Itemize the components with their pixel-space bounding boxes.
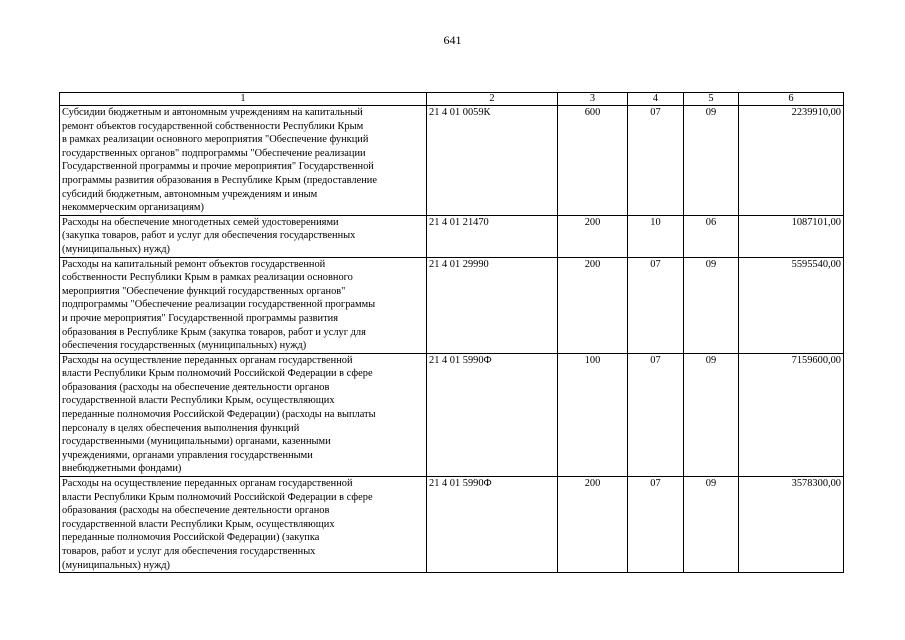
row-description bbox=[60, 257, 427, 353]
table-row bbox=[60, 477, 844, 573]
description-line: (муниципальных) нужд) bbox=[62, 559, 171, 571]
description-line: переданные полномочия Российской Федерации) (расходы на выплаты bbox=[62, 409, 376, 421]
description-line: собственности Республики Крым в рамках реализации основного bbox=[62, 272, 353, 284]
row-code: 21 4 01 5990Ф bbox=[427, 477, 558, 573]
description-line: государственной власти Республики Крым, осуществляющих bbox=[62, 518, 335, 530]
description-line: Субсидии бюджетным и автономным учреждениям на капитальный bbox=[62, 107, 363, 118]
row-section: 07 bbox=[628, 257, 684, 353]
description-line: программы развития образования в Республике Крым (предоставление bbox=[62, 174, 377, 186]
row-amount: 7159600,00 bbox=[739, 353, 844, 476]
row-subsection: 09 bbox=[684, 477, 739, 573]
description-line: (муниципальных) нужд) bbox=[62, 243, 171, 255]
table-row bbox=[60, 106, 844, 216]
row-section: 10 bbox=[628, 215, 684, 257]
row-expense-type: 200 bbox=[558, 477, 628, 573]
row-section: 07 bbox=[628, 353, 684, 476]
column-header-5: 5 bbox=[684, 93, 739, 106]
description-line: субсидий бюджетным, автономным учреждениям и иным bbox=[62, 188, 318, 200]
description-line: переданные полномочия Российской Федерации) (закупка bbox=[62, 532, 320, 544]
description-line: образования в Республике Крым (закупка товаров, работ и услуг для bbox=[62, 326, 366, 338]
header-row bbox=[60, 93, 844, 106]
description-line: власти Республики Крым полномочий Российской Федерации в сфере bbox=[62, 368, 373, 380]
row-section: 07 bbox=[628, 477, 684, 573]
column-header-1: 1 bbox=[60, 93, 427, 106]
description-line: образования (расходы на обеспечение деятельности органов bbox=[62, 381, 330, 393]
description-line: мероприятия "Обеспечение функций государственных органов" bbox=[62, 285, 346, 297]
description-line: и прочие мероприятия" Государственной программы развития bbox=[62, 312, 338, 324]
description-line: власти Республики Крым полномочий Российской Федерации в сфере bbox=[62, 491, 373, 503]
description-line: Расходы на капитальный ремонт объектов государственной bbox=[62, 258, 326, 270]
page-number: 641 bbox=[443, 33, 462, 47]
description-line: обеспечения государственных (муниципальных) нужд) bbox=[62, 340, 307, 352]
row-section: 07 bbox=[628, 106, 684, 216]
row-description bbox=[60, 106, 427, 216]
row-amount: 1087101,00 bbox=[739, 215, 844, 257]
description-line: персоналу в целях обеспечения выполнения функций bbox=[62, 422, 300, 434]
row-subsection: 06 bbox=[684, 215, 739, 257]
row-expense-type: 200 bbox=[558, 215, 628, 257]
description-line: в рамках реализации основного мероприятия "Обеспечение функций bbox=[62, 134, 369, 146]
row-expense-type: 100 bbox=[558, 353, 628, 476]
row-code: 21 4 01 5990Ф bbox=[427, 353, 558, 476]
description-line: подпрограммы "Обеспечение реализации государственной программы bbox=[62, 299, 376, 311]
description-line: Расходы на осуществление переданных органам государственной bbox=[62, 354, 353, 366]
row-description bbox=[60, 477, 427, 573]
description-line: товаров, работ и услуг для обеспечения государственных bbox=[62, 546, 316, 557]
description-line: учреждениями, органами управления государственными bbox=[62, 449, 313, 461]
table-row bbox=[60, 215, 844, 257]
table-row bbox=[60, 257, 844, 353]
description-line: внебюджетными фондами) bbox=[62, 463, 182, 475]
table-body bbox=[60, 106, 844, 573]
row-subsection: 09 bbox=[684, 353, 739, 476]
row-amount: 3578300,00 bbox=[739, 477, 844, 573]
row-amount: 2239910,00 bbox=[739, 106, 844, 216]
table-row bbox=[60, 353, 844, 476]
description-line: (закупка товаров, работ и услуг для обеспечения государственных bbox=[62, 230, 356, 242]
column-header-2: 2 bbox=[427, 93, 558, 106]
column-header-4: 4 bbox=[628, 93, 684, 106]
row-code: 21 4 01 21470 bbox=[427, 215, 558, 257]
row-expense-type: 200 bbox=[558, 257, 628, 353]
description-line: Расходы на обеспечение многодетных семей удостоверениями bbox=[62, 216, 339, 228]
description-line: Государственной программы и прочие мероприятия" Государственной bbox=[62, 161, 374, 173]
row-code: 21 4 01 29990 bbox=[427, 257, 558, 353]
budget-table bbox=[59, 92, 844, 573]
description-line: некоммерческим организациям) bbox=[62, 202, 204, 214]
row-expense-type: 600 bbox=[558, 106, 628, 216]
description-line: образования (расходы на обеспечение деятельности органов bbox=[62, 505, 330, 517]
description-line: государственной власти Республики Крым, осуществляющих bbox=[62, 395, 335, 407]
row-code: 21 4 01 0059К bbox=[427, 106, 558, 216]
description-line: Расходы на осуществление переданных органам государственной bbox=[62, 478, 353, 490]
description-line: ремонт объектов государственной собственности Республики Крым bbox=[62, 120, 364, 132]
row-description bbox=[60, 215, 427, 257]
row-description bbox=[60, 353, 427, 476]
column-header-3: 3 bbox=[558, 93, 628, 106]
row-subsection: 09 bbox=[684, 257, 739, 353]
row-subsection: 09 bbox=[684, 106, 739, 216]
row-amount: 5595540,00 bbox=[739, 257, 844, 353]
description-line: государственными (муниципальными) органами, казенными bbox=[62, 436, 331, 448]
description-line: государственных органов" подпрограммы "Обеспечение реализации bbox=[62, 147, 366, 159]
column-header-6: 6 bbox=[739, 93, 844, 106]
